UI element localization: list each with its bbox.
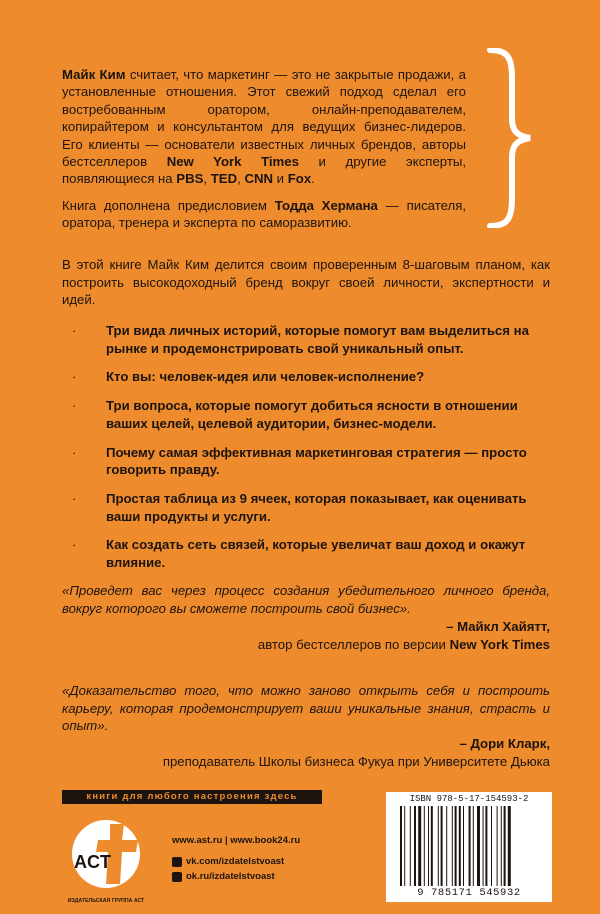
- intro-paragraph-1: Майк Ким считает, что маркетинг — это не закрытые продажи, а установленные отношения. Этот свежий подход сделал его востребованным оратором, онлайн-преподавателем, копирайтером и консультантом для ведущих бизнес-лидеров. Его клиенты — основатели известных личных брендов, авторы бестселлеров New York Times и другие эксперты, появляющиеся на PBS, TED, CNN и Fox.: [62, 67, 467, 187]
- description-paragraph: В этой книге Майк Ким делится своим проверенным 8-шаговым планом, как построить высокодоходный бренд вокруг своей личности, экспертности и идей.: [62, 257, 550, 308]
- quote-2: «Доказательство того, что можно заново открыть себя и построить карьеру, которая продемонстрирует ваши уникальные знания, страсть и опыт».: [62, 683, 550, 734]
- intro-block: [62, 66, 466, 241]
- quote-1-attribution: – Майкл Хайятт, автор бестселлеров по версии New York Times: [257, 619, 550, 652]
- vk-icon: [172, 857, 182, 867]
- ok-icon: [172, 872, 182, 882]
- list-item: · Почему самая эффективная маркетинговая стратегия — просто говорить правду.: [72, 444, 527, 478]
- barcode-digits: 9 785171 545932: [417, 887, 521, 899]
- list-item: · Три вида личных историй, которые помогут вам выделиться на рынке и продемонстрировать свой уникальный опыт.: [72, 323, 529, 356]
- list-item: · Кто вы: человек-идея или человек-исполнение?: [72, 369, 425, 385]
- feature-list: [72, 322, 542, 583]
- list-item: · Три вопроса, которые помогут добиться ясности в отношении ваших целей, целевой аудитории, бизнес-модели.: [72, 398, 518, 431]
- site-links[interactable]: www.ast.ru | www.book24.ru: [172, 835, 301, 846]
- svg-text:ИЗДАТЕЛЬСКАЯ ГРУППА АСТ: ИЗДАТЕЛЬСКАЯ ГРУППА АСТ: [67, 898, 145, 904]
- curly-brace-decoration: [478, 48, 538, 228]
- vk-link[interactable]: vk.com/izdatelstvoast: [186, 856, 285, 867]
- barcode: [398, 806, 540, 886]
- publisher-links: [172, 833, 300, 884]
- ok-link[interactable]: ok.ru/izdatelstvoast: [186, 871, 275, 882]
- publisher-logo: [66, 818, 146, 908]
- quote-1: «Проведет вас через процесс создания убедительного личного бренда, вокруг которого вы сможете построить свой бизнес».: [62, 583, 550, 616]
- tagline-banner: книги для любого настроения здесь: [62, 790, 322, 804]
- author-name: Майк Ким: [62, 67, 126, 82]
- svg-text:ACT: ACT: [74, 852, 111, 872]
- isbn-label: ISBN 978-5-17-154593-2: [409, 794, 529, 804]
- list-item: · Простая таблица из 9 ячеек, которая показывает, как оценивать ваши продукты и услуги.: [72, 490, 527, 524]
- list-item: · Как создать сеть связей, которые увеличат ваш доход и окажут влияние.: [72, 537, 526, 570]
- quote-2-attribution: – Дори Кларк, преподаватель Школы бизнеса Фукуа при Университете Дьюка: [162, 736, 550, 769]
- intro-paragraph-2: Книга дополнена предисловием Тодда Хермана — писателя, оратора, тренера и эксперта по саморазвитию.: [62, 197, 467, 231]
